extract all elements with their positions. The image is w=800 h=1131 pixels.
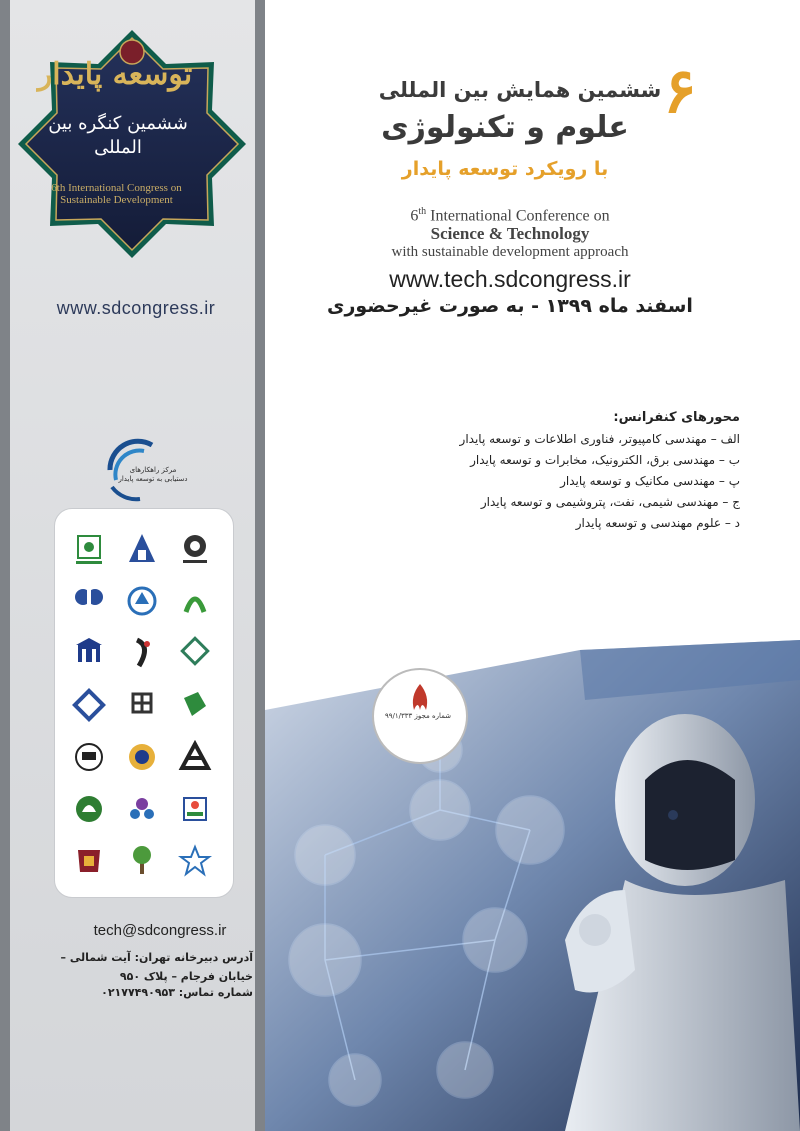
emblem-title-en [34, 182, 199, 206]
university-logo-icon [115, 738, 168, 776]
topic-item: پ – مهندسی مکانیک و توسعه پایدار [560, 474, 740, 488]
license-number: شماره مجوز ۹۹/۱/۳۳۳ [384, 712, 452, 720]
sidebar-stripe-left [0, 0, 10, 1131]
university-logo-icon [169, 530, 222, 568]
conference-topics [380, 410, 740, 534]
university-logo-icon [62, 582, 115, 620]
topic-item: ب – مهندسی برق، الکترونیک، مخابرات و توسعه پایدار [470, 453, 740, 467]
sidebar-stripe-right [255, 0, 265, 1131]
topic-item: د – علوم مهندسی و توسعه پایدار [575, 516, 740, 530]
university-logo-icon [115, 842, 168, 880]
university-logo-icon [115, 530, 168, 568]
sidebar-website-link[interactable]: www.sdcongress.ir [56, 298, 216, 318]
university-logo-icon [115, 582, 168, 620]
university-logo-icon [115, 634, 168, 672]
university-logo-icon [169, 686, 222, 724]
emblem-subtitle-fa: ششمین کنگره بین المللی [48, 113, 188, 158]
university-logo-icon [62, 790, 115, 828]
sponsor-logo-grid [62, 530, 222, 880]
university-logo-icon [169, 738, 222, 776]
university-logo-icon [169, 582, 222, 620]
emblem-title-en-line2: Sustainable Development [60, 194, 173, 206]
university-logo-icon [62, 842, 115, 880]
ordinal-number-en: 6 [410, 207, 419, 225]
conference-website-link[interactable]: www.tech.sdcongress.ir [389, 266, 631, 292]
university-logo-icon [115, 686, 168, 724]
center-name: مرکز راهکارهای دستیابی به توسعه پایدار [118, 466, 188, 483]
conference-title-en-text: International Conference on [430, 207, 610, 225]
conference-date: اسفند ماه ۱۳۹۹ - به صورت غیرحضوری [327, 295, 693, 317]
conference-title-fa: علوم و تکنولوژی [381, 110, 629, 145]
contact-email-link[interactable]: tech@sdcongress.ir [93, 922, 227, 939]
ordinal-suffix-en: th [418, 206, 427, 217]
conference-subtitle-fa: با رویکرد توسعه پایدار [401, 158, 609, 180]
contact-phone: شماره تماس: ۰۲۱۷۷۴۹۰۹۵۳ [101, 986, 253, 999]
emblem-title-fa: توسعه پایدار [37, 57, 193, 92]
ordinal-numeral: ۶ [663, 54, 697, 127]
university-logo-icon [62, 686, 115, 724]
university-logo-icon [169, 634, 222, 672]
university-logo-icon [169, 790, 222, 828]
conference-ordinal-fa: ششمین همایش بین المللی [378, 78, 662, 102]
topics-heading: محورهای کنفرانس: [613, 410, 740, 425]
secretariat-address: آدرس دبیرخانه تهران: آیت شمالی – خیابان فرجام – پلاک ۹۵۰ [60, 951, 253, 983]
university-logo-icon [62, 738, 115, 776]
conference-title-en-line2: Science & Technology [430, 224, 590, 243]
university-logo-icon [62, 530, 115, 568]
university-logo-icon [115, 790, 168, 828]
conference-title-en-line3: with sustainable development approach [391, 244, 629, 260]
conference-title-en-line1 [300, 206, 720, 225]
university-logo-icon [62, 634, 115, 672]
topic-item: ج – مهندسی شیمی، نفت، پتروشیمی و توسعه پایدار [480, 495, 740, 509]
topic-item: الف – مهندسی کامپیوتر، فناوری اطلاعات و توسعه پایدار [459, 432, 740, 446]
emblem-title-en-line1: 6th International Congress on [51, 182, 182, 194]
university-logo-icon [169, 842, 222, 880]
robot-illustration [265, 640, 800, 1131]
